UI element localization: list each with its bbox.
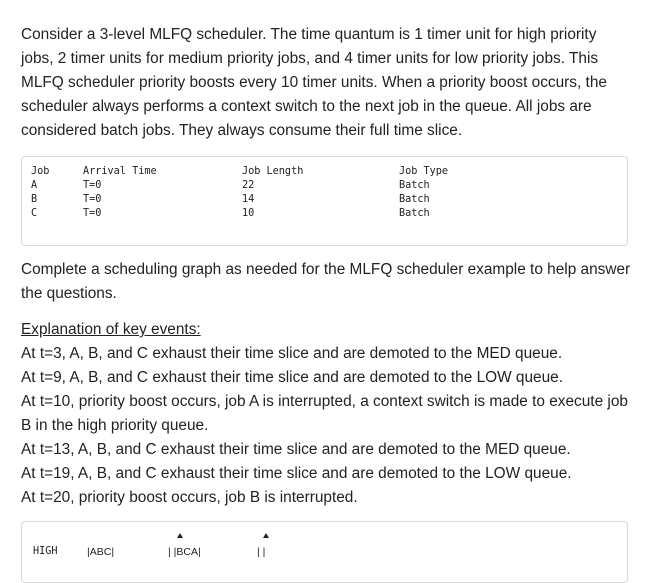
header-job: Job: [31, 166, 50, 177]
job-table-header: [31, 166, 449, 180]
job-type: Batch: [399, 180, 430, 191]
scheduling-graph: [21, 521, 628, 583]
arrival-time: T=0: [83, 208, 102, 219]
job-name: C: [31, 208, 38, 219]
header-arrival-time: Arrival Time: [83, 166, 157, 177]
explanation-heading: Explanation of key events:: [21, 321, 201, 338]
job-length: 14: [242, 194, 255, 205]
table-row: [31, 194, 430, 208]
event-item: At t=3, A, B, and C exhaust their time slice and are demoted to the MED queue.: [21, 345, 563, 362]
explanation-section: [21, 318, 631, 510]
table-row: [31, 180, 430, 194]
arrival-time: T=0: [83, 194, 102, 205]
job-length: 22: [242, 180, 255, 191]
job-length: 10: [242, 208, 255, 219]
graph-segment: |ABC|: [87, 546, 115, 558]
event-item: At t=19, A, B, and C exhaust their time slice and are demoted to the LOW queue.: [21, 465, 572, 482]
queue-label-high: HIGH: [33, 546, 58, 557]
event-item: At t=20, priority boost occurs, job B is interrupted.: [21, 489, 358, 506]
job-table: [21, 156, 628, 246]
event-item: At t=10, priority boost occurs, job A is interrupted, a context switch is made to execute job B in the high priority queue.: [21, 393, 628, 434]
job-type: Batch: [399, 208, 430, 219]
arrival-time: T=0: [83, 180, 102, 191]
graph-segment: | |BCA|: [168, 546, 201, 558]
problem-intro: Consider a 3-level MLFQ scheduler. The time quantum is 1 timer unit for high priority jobs, 2 timer units for medium priority jobs, and 4 timer units for low priority jobs. This MLFQ scheduler priority boosts every 10 timer units. When a priority boost occurs, the scheduler always performs a context switch to the next job in the queue. All jobs are considered batch jobs. They always consume their full time slice.: [21, 26, 607, 139]
graph-segment: | |: [257, 546, 266, 558]
table-row: [31, 208, 430, 222]
boost-arrow-icon: [177, 533, 183, 538]
event-item: At t=13, A, B, and C exhaust their time slice and are demoted to the MED queue.: [21, 441, 571, 458]
instructions-text: Complete a scheduling graph as needed for the MLFQ scheduler example to help answer the questions.: [21, 261, 631, 302]
header-job-type: Job Type: [399, 166, 449, 177]
job-name: B: [31, 194, 38, 205]
job-name: A: [31, 180, 38, 191]
event-item: At t=9, A, B, and C exhaust their time slice and are demoted to the LOW queue.: [21, 369, 563, 386]
header-job-length: Job Length: [242, 166, 304, 177]
boost-arrow-icon: [263, 533, 269, 538]
job-type: Batch: [399, 194, 430, 205]
